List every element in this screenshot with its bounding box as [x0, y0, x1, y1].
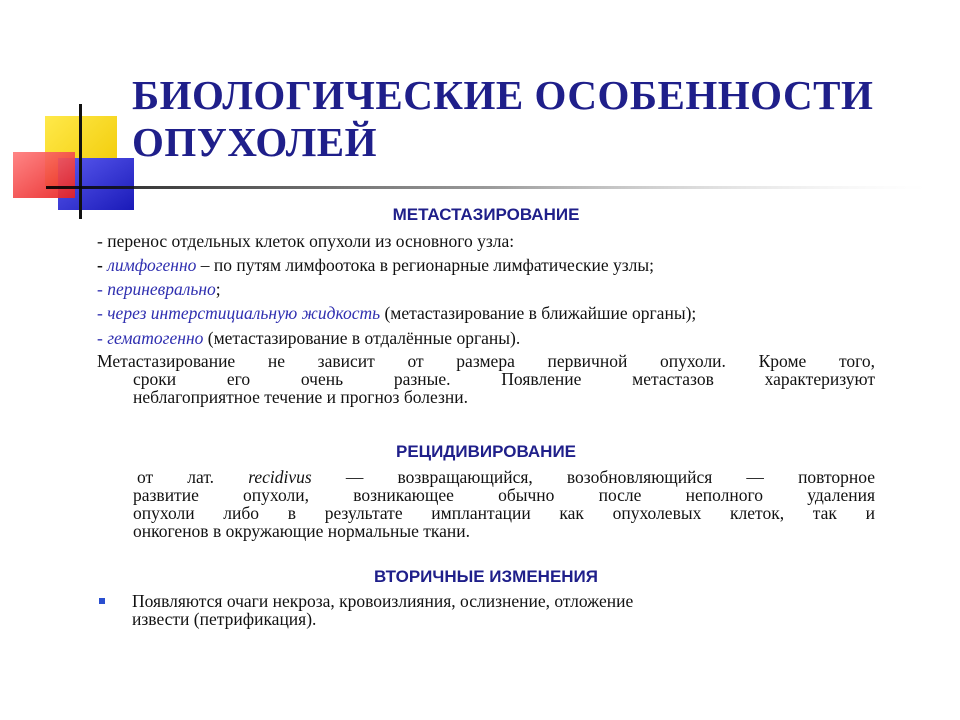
line4-rest: (метастазирование в ближайшие органы);: [384, 303, 697, 323]
bullet-square-icon: [99, 598, 105, 604]
metastasis-line-4: [97, 302, 877, 324]
secondary-heading: ВТОРИЧНЫЕ ИЗМЕНЕНИЯ: [374, 567, 598, 586]
rec-row-1: [97, 468, 875, 486]
recurrence-heading: РЕЦИДИВИРОВАНИЕ: [395, 442, 577, 461]
metastasis-line-2: [97, 254, 877, 276]
term-perineural: - периневрально: [97, 279, 216, 299]
bullet-row-2: извести (петрификация).: [132, 609, 317, 629]
metastasis-paragraph: [97, 352, 875, 406]
horizontal-line: [46, 186, 926, 189]
rec-row-2: развитие опухоли, возникающее обычно после неполного удаления: [133, 485, 875, 505]
line2-dash: -: [97, 255, 103, 275]
metastasis-heading: МЕТАСТАЗИРОВАНИЕ: [392, 205, 580, 224]
secondary-bullet-text: [132, 592, 852, 628]
para-row-1: Метастазирование не зависит от размера первичной опухоли. Кроме того,: [97, 351, 875, 371]
slide-title-line2: ОПУХОЛЕЙ: [132, 119, 378, 165]
rec-row-3: опухоли либо в результате имплантации как опухолевых клеток, так и: [133, 503, 875, 523]
rec-row1-rest: — возвращающийся, возобновляющийся — повторное: [345, 467, 876, 487]
red-square: [13, 152, 75, 198]
recurrence-paragraph: [97, 468, 875, 540]
metastasis-line-3: [97, 278, 877, 300]
para-row-3: неблагоприятное течение и прогноз болезни.: [133, 387, 469, 407]
rec-prefix: от лат.: [137, 467, 215, 487]
rec-latin-term: recidivus: [248, 467, 312, 487]
line2-rest: – по путям лимфоотока в регионарные лимфатические узлы;: [200, 255, 654, 275]
line5-rest: (метастазирование в отдалённые органы).: [207, 328, 521, 348]
slide-title: [132, 72, 932, 166]
line3-rest: ;: [215, 279, 221, 299]
metastasis-line-5: [97, 327, 877, 349]
term-lymphogenic: лимфогенно: [107, 255, 197, 275]
rec-row-4: онкогенов в окружающие нормальные ткани.: [133, 521, 471, 541]
term-hematogenous: - гематогенно: [97, 328, 204, 348]
vertical-line: [79, 104, 82, 219]
metastasis-line-1: - перенос отдельных клеток опухоли из основного узла:: [97, 231, 515, 251]
term-interstitial: - через интерстициальную жидкость: [97, 303, 381, 323]
bullet-row-1: Появляются очаги некроза, кровоизлияния, ослизнение, отложение: [132, 591, 634, 611]
para-row-2: сроки его очень разные. Появление метастазов характеризуют: [133, 369, 875, 389]
slide-title-line1: БИОЛОГИЧЕСКИЕ ОСОБЕННОСТИ: [132, 72, 874, 118]
